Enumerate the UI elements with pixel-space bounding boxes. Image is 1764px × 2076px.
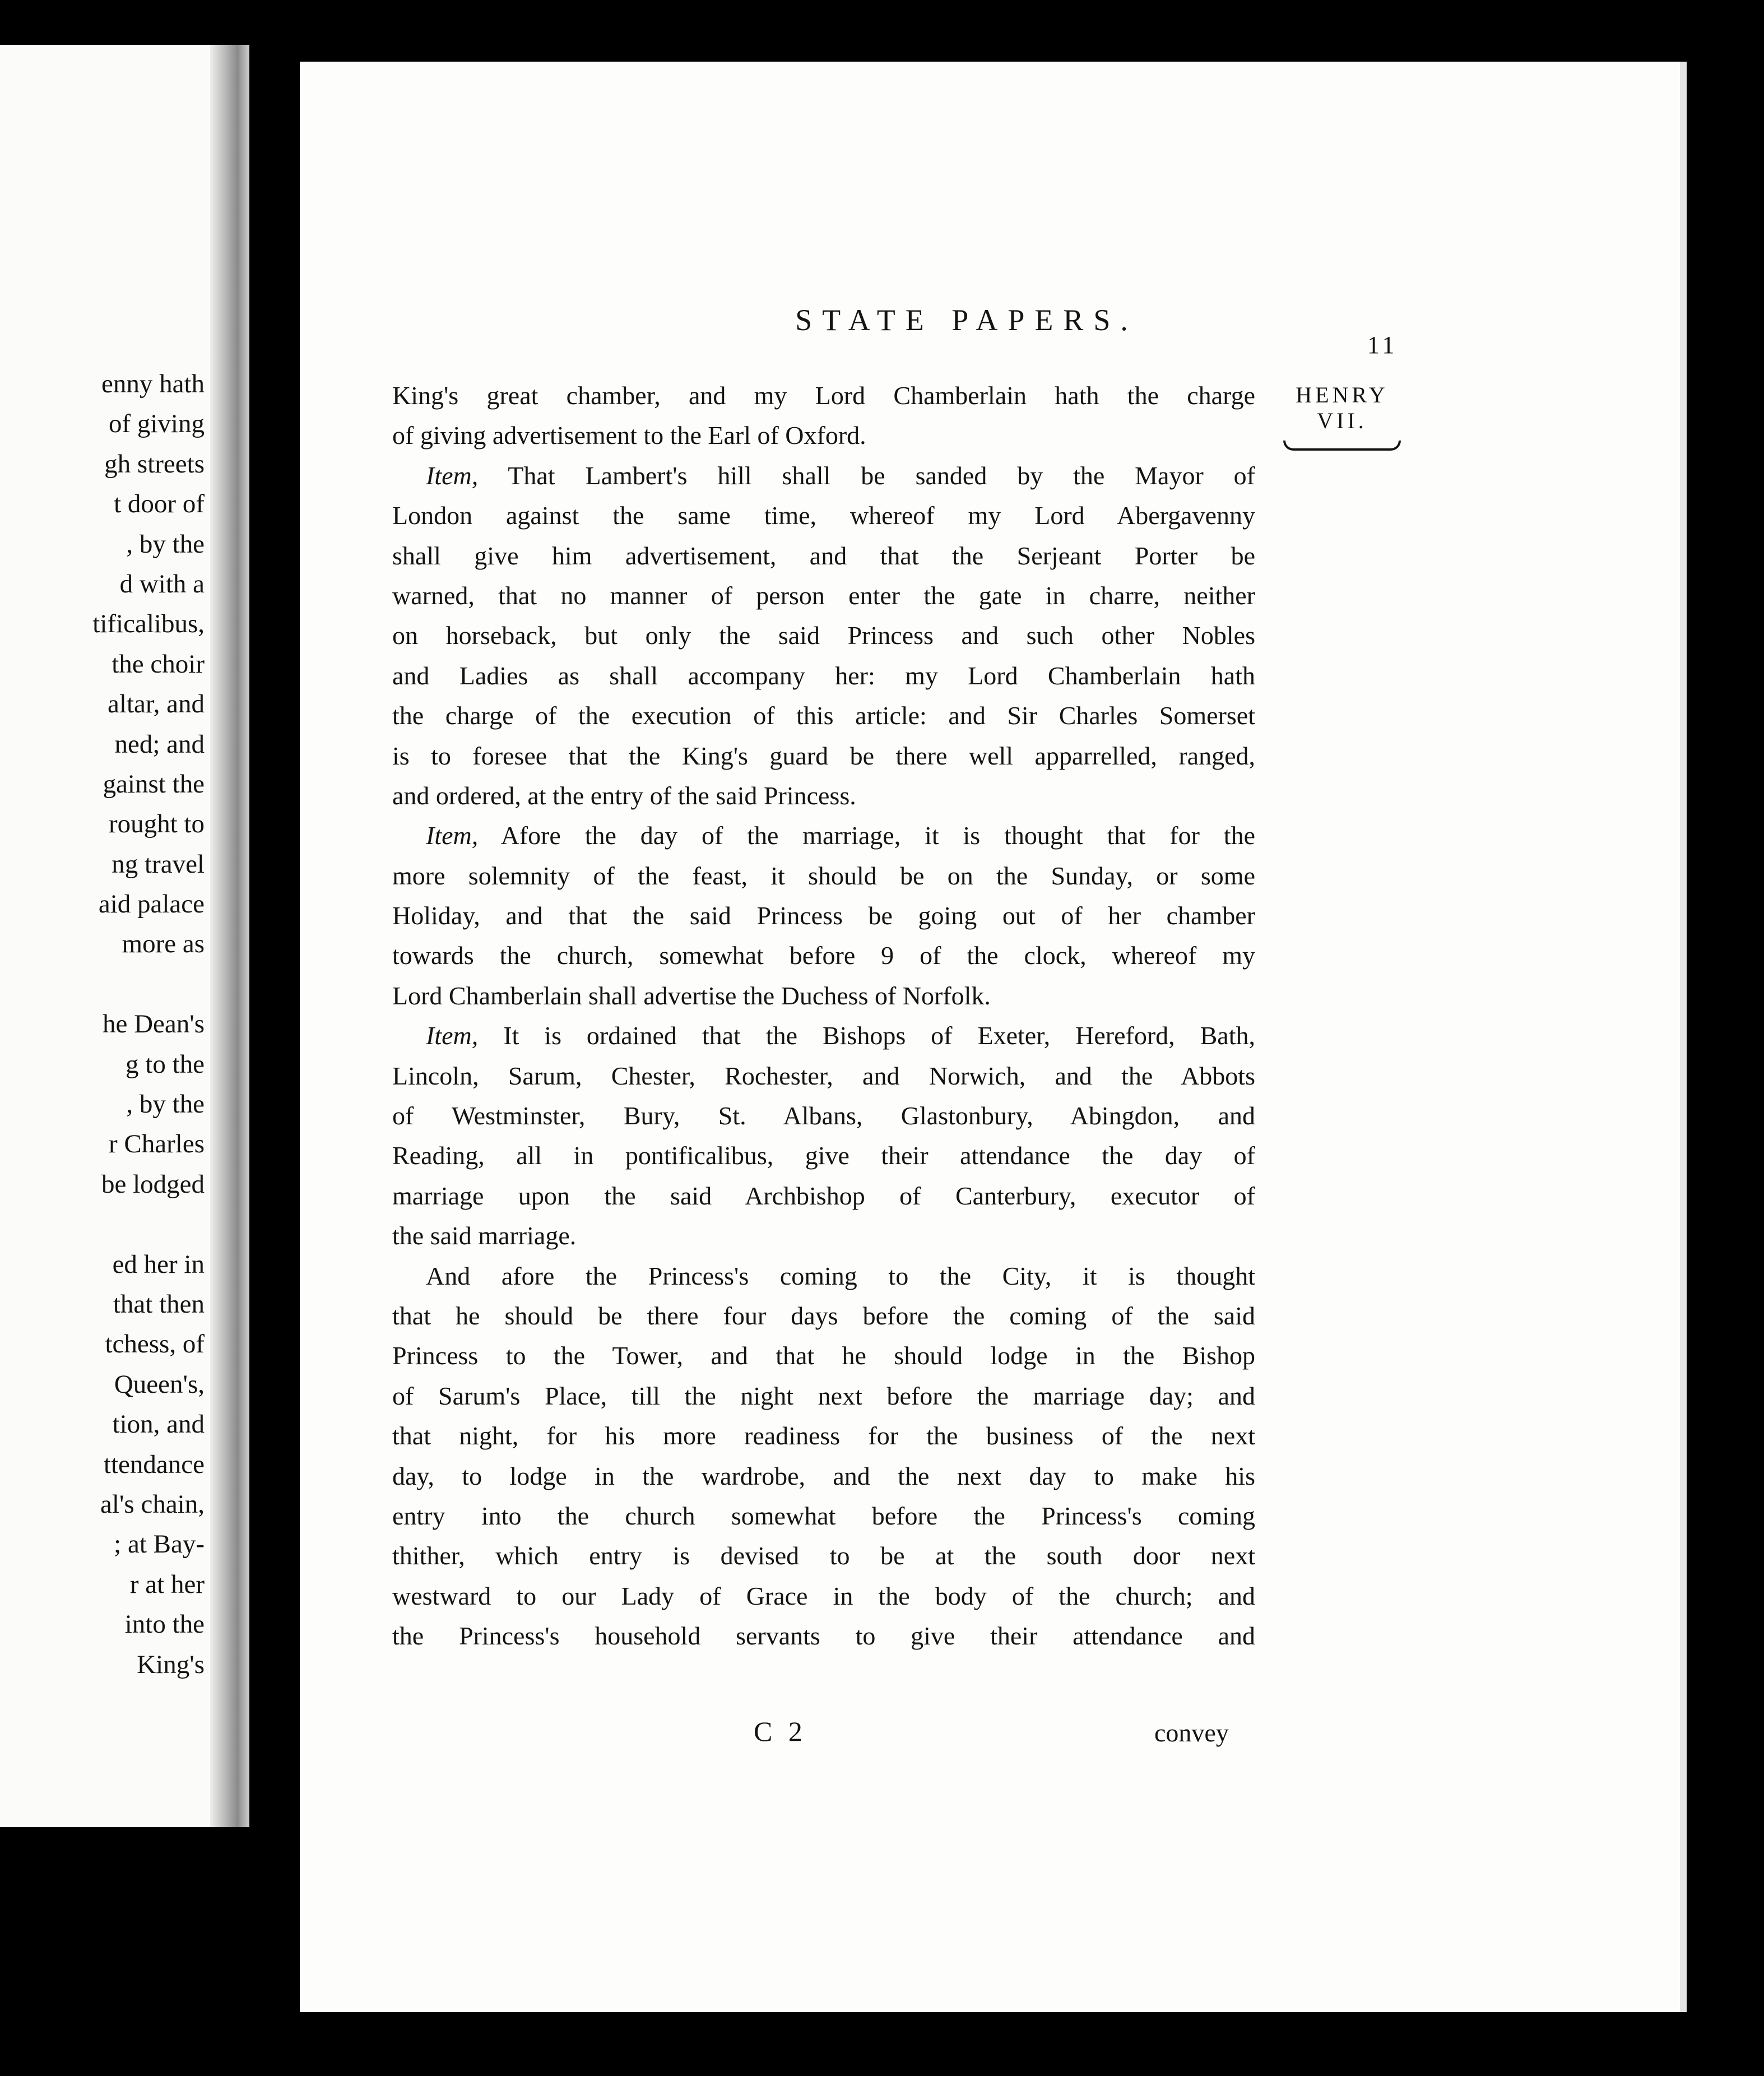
line-text: And afore the Princess's coming to the City, it is thought <box>426 1261 1255 1290</box>
line-text: day, to lodge in the wardrobe, and the next day to make his <box>392 1461 1255 1490</box>
facing-page-line <box>92 965 205 1004</box>
line-text: the said marriage. <box>392 1221 577 1250</box>
line-text: that night, for his more readiness for the business of the next <box>392 1421 1255 1451</box>
page-number: 11 <box>1367 331 1398 359</box>
facing-page-line: gh streets <box>104 449 205 479</box>
line-text: more solemnity of the feast, it should be on the Sunday, or some <box>392 861 1255 890</box>
paragraph <box>392 815 1255 1016</box>
facing-page-line: tion, and <box>112 1410 205 1439</box>
brace-ornament <box>1278 436 1406 453</box>
text-line <box>392 376 1255 415</box>
facing-page-line: more as <box>122 929 205 959</box>
text-line <box>392 935 1255 975</box>
book-page <box>300 62 1687 2012</box>
facing-page-line: t door of <box>114 489 205 519</box>
line-text: the Princess's household servants to give their attendance and <box>392 1621 1255 1651</box>
text-line <box>392 415 1255 455</box>
item-lead: Item, <box>426 461 479 490</box>
facing-page-line <box>92 1204 205 1244</box>
text-line <box>392 1216 1255 1255</box>
line-text: westward to our Lady of Grace in the body of the church; and <box>392 1581 1255 1610</box>
item-lead: Item, <box>426 821 479 850</box>
line-text: London against the same time, whereof my Lord Abergavenny <box>392 501 1255 530</box>
line-text: and ordered, at the entry of the said Princess. <box>392 781 856 810</box>
facing-page-line: enny hath <box>101 369 205 398</box>
line-text: King's great chamber, and my Lord Chamberlain hath the charge <box>392 381 1255 410</box>
facing-page-line: r at her <box>129 1569 205 1599</box>
line-text: That Lambert's hill shall be sanded by the Mayor of <box>478 461 1255 490</box>
line-text: that he should be there four days before the coming of the said <box>392 1301 1255 1330</box>
line-text: entry into the church somewhat before the Princess's coming <box>392 1501 1255 1530</box>
facing-page-line: , by the <box>126 529 205 559</box>
line-text: It is ordained that the Bishops of Exeter, Hereford, Bath, <box>478 1021 1255 1050</box>
text-line <box>392 1296 1255 1336</box>
line-text: shall give him advertisement, and that the Serjeant Porter be <box>392 541 1255 570</box>
page-edge <box>1680 62 1687 2012</box>
facing-page-line: he Dean's <box>102 1009 205 1039</box>
line-text: marriage upon the said Archbishop of Canterbury, executor of <box>392 1181 1255 1210</box>
line-text: of Sarum's Place, till the night next before the marriage day; and <box>392 1381 1255 1410</box>
facing-page-line: rought to <box>108 809 205 839</box>
facing-page <box>0 45 249 1827</box>
line-text: Princess to the Tower, and that he should lodge in the Bishop <box>392 1341 1255 1370</box>
text-line <box>392 495 1255 535</box>
text-line <box>392 1416 1255 1456</box>
facing-page-line: r Charles <box>109 1129 205 1159</box>
facing-page-line: King's <box>137 1649 205 1679</box>
text-line <box>392 1536 1255 1575</box>
facing-page-line: ned; and <box>114 729 205 759</box>
text-line <box>392 1096 1255 1136</box>
text-line <box>392 1376 1255 1416</box>
paragraph <box>392 1016 1255 1255</box>
text-line <box>392 615 1255 655</box>
text-line <box>392 1056 1255 1096</box>
facing-page-line: ed her in <box>112 1249 205 1279</box>
facing-page-line: g to the <box>126 1049 205 1079</box>
text-line <box>392 1576 1255 1616</box>
text-line <box>392 896 1255 935</box>
line-text: Reading, all in pontificalibus, give their attendance the day of <box>392 1141 1255 1170</box>
text-line <box>392 456 1255 495</box>
paragraph <box>392 456 1255 816</box>
margin-note-line-2: VII. <box>1317 408 1367 433</box>
facing-page-line: ; at Bay- <box>114 1530 205 1559</box>
text-line <box>392 976 1255 1016</box>
line-text: is to foresee that the King's guard be there well apparrelled, ranged, <box>392 741 1255 770</box>
facing-page-line: gainst the <box>103 769 205 799</box>
facing-page-line: altar, and <box>108 689 205 719</box>
line-text: Lord Chamberlain shall advertise the Duchess of Norfolk. <box>392 981 991 1010</box>
text-line <box>392 815 1255 855</box>
line-text: towards the church, somewhat before 9 of the clock, whereof my <box>392 941 1255 970</box>
text-line <box>392 1496 1255 1536</box>
paragraph <box>392 1256 1255 1656</box>
signature-mark: C 2 <box>754 1716 807 1747</box>
line-text: on horseback, but only the said Princess and such other Nobles <box>392 621 1255 650</box>
facing-page-line: tificalibus, <box>92 609 205 639</box>
text-line <box>392 1176 1255 1216</box>
text-line <box>392 1136 1255 1175</box>
margin-note-line-1: HENRY <box>1296 382 1389 407</box>
line-text: Afore the day of the marriage, it is thought that for the <box>478 821 1255 850</box>
facing-page-line: , by the <box>126 1090 205 1119</box>
line-text: warned, that no manner of person enter the gate in charre, neither <box>392 581 1255 610</box>
text-line <box>392 1256 1255 1296</box>
line-text: of giving advertisement to the Earl of Oxford. <box>392 421 866 450</box>
text-line <box>392 696 1255 735</box>
text-line <box>392 656 1255 696</box>
facing-page-line: tchess, of <box>105 1329 205 1359</box>
line-text: and Ladies as shall accompany her: my Lord Chamberlain hath <box>392 661 1255 690</box>
running-head: STATE PAPERS. <box>795 303 1138 337</box>
facing-page-line: that then <box>113 1289 205 1319</box>
catchword: convey <box>1154 1718 1229 1747</box>
text-line <box>392 576 1255 615</box>
text-line <box>392 1336 1255 1375</box>
margin-note <box>1278 382 1406 453</box>
book-gutter <box>210 45 249 1827</box>
line-text: of Westminster, Bury, St. Albans, Glastonbury, Abingdon, and <box>392 1101 1255 1130</box>
facing-page-line: into the <box>124 1610 205 1639</box>
facing-page-line: Queen's, <box>114 1369 205 1399</box>
facing-page-line: aid palace <box>98 889 205 919</box>
body-text <box>392 376 1255 1656</box>
paragraph <box>392 376 1255 456</box>
text-line <box>392 776 1255 815</box>
text-line <box>392 856 1255 896</box>
facing-page-text <box>92 364 205 1685</box>
facing-page-line: al's chain, <box>100 1489 205 1519</box>
facing-page-line: ng travel <box>112 849 205 879</box>
line-text: Holiday, and that the said Princess be going out of her chamber <box>392 901 1255 930</box>
facing-page-line: ttendance <box>103 1449 205 1479</box>
facing-page-line: the choir <box>112 649 205 679</box>
text-line <box>392 736 1255 776</box>
item-lead: Item, <box>426 1021 479 1050</box>
text-line <box>392 1616 1255 1656</box>
facing-page-line: d with a <box>119 569 205 599</box>
text-line <box>392 536 1255 576</box>
text-line <box>392 1016 1255 1055</box>
facing-page-line: be lodged <box>101 1169 205 1199</box>
line-text: thither, which entry is devised to be at the south door next <box>392 1541 1255 1570</box>
facing-page-line: of giving <box>108 409 205 439</box>
line-text: the charge of the execution of this article: and Sir Charles Somerset <box>392 701 1255 730</box>
text-line <box>392 1456 1255 1496</box>
line-text: Lincoln, Sarum, Chester, Rochester, and Norwich, and the Abbots <box>392 1061 1255 1090</box>
